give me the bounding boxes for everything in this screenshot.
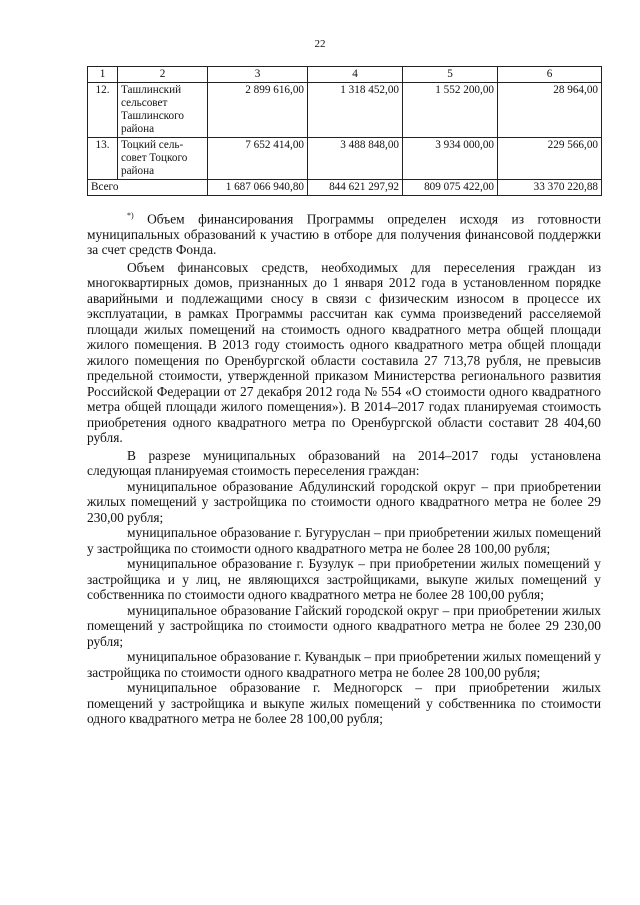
- total-cell: 844 621 297,92: [308, 180, 403, 196]
- list-item: муниципальное образование г. Кувандык – при приобретении жилых помещений у застройщика по стоимости одного квадратного метра не более 28 100,00 рубля;: [87, 649, 601, 680]
- table-cell: 229 566,00: [498, 138, 602, 180]
- list-item: муниципальное образование Абдулинский городской округ – при приобретении жилых помещений у застройщика по стоимости одного квадратного метра не более 29 230,00 рубля;: [87, 478, 601, 525]
- table-cell: 3 488 848,00: [308, 138, 403, 180]
- table-header-cell: 6: [498, 67, 602, 83]
- table-header-cell: 5: [403, 67, 498, 83]
- table-row: [88, 138, 602, 180]
- page-number: 22: [314, 38, 326, 50]
- financing-table: [87, 66, 602, 196]
- total-cell: 33 370 220,88: [498, 180, 602, 196]
- footnote-text: Объем финансирования Программы определен исходя из готовности муниципальных образований к участию в отборе для получения финансовой поддержки за счет средств Фонда.: [87, 211, 601, 258]
- table-row: [88, 83, 602, 138]
- row-number: 13.: [88, 138, 118, 180]
- total-label: Всего: [88, 180, 208, 196]
- table-header-cell: 4: [308, 67, 403, 83]
- table-cell: 7 652 414,00: [208, 138, 308, 180]
- list-item: муниципальное образование г. Бузулук – при приобретении жилых помещений у застройщика и у лиц, не являющихся застройщиками, выкупе жилых помещений у собственника по стоимости одного квадратного метра не более 28 100,00 рубля;: [87, 556, 601, 603]
- table-cell: 2 899 616,00: [208, 83, 308, 138]
- list-item: муниципальное образование Гайский городской округ – при приобретении жилых помещений у застройщика по стоимости одного квадратного метра не более 29 230,00 рубля;: [87, 602, 601, 649]
- municipality-name: Тоцкий сель-совет Тоцкого района: [118, 138, 208, 180]
- table-cell: 28 964,00: [498, 83, 602, 138]
- table-header-cell: 2: [118, 67, 208, 83]
- list-item: муниципальное образование г. Бугуруслан – при приобретении жилых помещений у застройщика по стоимости одного квадратного метра не более 28 100,00 рубля;: [87, 525, 601, 556]
- table-cell: 1 318 452,00: [308, 83, 403, 138]
- footnote-marker: *): [127, 211, 134, 220]
- paragraph-financing: Объем финансовых средств, необходимых для переселения граждан из многоквартирных домов, признанных до 1 января 2012 года в установленном порядке аварийными и подлежащими сносу в связи с физическим износом в процессе их эксплуатации, в рамках Программы рассчитан как сумма произведений расселяемой площади жилых помещений на стоимость одного квадратного метра общей площади жилого помещения. В 2013 году стоимость одного квадратного метра общей площади жилого помещения по Оренбургской области составила 27 713,78 рубля, не превысив предельной стоимости, утвержденной приказом Министерства регионального развития Российской Федерации от 27 декабря 2012 года № 554 «О стоимости одного квадратного метра общей площади жилого помещения»). В 2014–2017 годах планируемая стоимость приобретения одного квадратного метра по Оренбургской области составит 28 404,60 рубля.: [87, 259, 601, 446]
- total-cell: 1 687 066 940,80: [208, 180, 308, 196]
- row-number: 12.: [88, 83, 118, 138]
- total-cell: 809 075 422,00: [403, 180, 498, 196]
- table-cell: 3 934 000,00: [403, 138, 498, 180]
- list-item: муниципальное образование г. Медногорск – при приобретении жилых помещений у застройщика и выкупе жилых помещений у собственника по стоимости одного квадратного метра не более 28 100,00 рубля;: [87, 680, 601, 727]
- table-header-row: [88, 67, 602, 83]
- footnote: [87, 208, 601, 258]
- table-cell: 1 552 200,00: [403, 83, 498, 138]
- municipality-name: Ташлинский сельсовет Ташлинского района: [118, 83, 208, 138]
- table-header-cell: 3: [208, 67, 308, 83]
- paragraph-intro-list: В разрезе муниципальных образований на 2014–2017 годы установлена следующая планируемая стоимость переселения граждан:: [87, 447, 601, 479]
- table-total-row: [88, 180, 602, 196]
- table-header-cell: 1: [88, 67, 118, 83]
- document-body: [87, 208, 601, 727]
